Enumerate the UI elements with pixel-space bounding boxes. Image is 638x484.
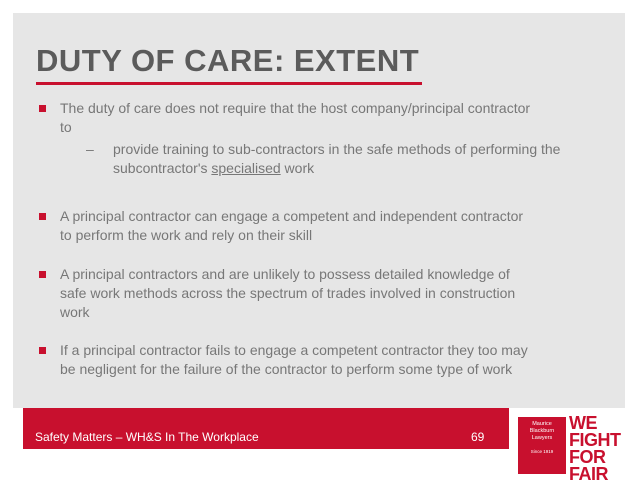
footer [13,408,625,484]
we-fight-for-fair-logo [569,415,625,483]
bullet-line: work [60,304,90,320]
bullet-line: safe work methods across the spectrum of trades involved in construction [60,285,516,301]
sub-bullet-line: provide training to sub-contractors in the safe methods of performing the [113,141,561,157]
bullet-item [36,265,596,322]
slogan-line: FOR [569,447,606,467]
footer-text: Safety Matters – WH&S In The Workplace [35,430,259,444]
page-number: 69 [471,430,485,444]
bullet-line: to perform the work and rely on their skill [60,227,313,243]
slogan-line: FAIR [569,464,609,484]
sub-bullet-item [86,140,606,178]
bullet-line: A principal contractor can engage a competent and independent contractor [60,208,524,224]
bullet-line: A principal contractors and are unlikely to possess detailed knowledge of [60,266,510,282]
bullet-marker [39,347,46,354]
logo-line: Lawyers [531,435,553,441]
title-underline [36,82,422,85]
logo-line: Maurice [532,421,552,427]
underlined-word: specialised [211,160,281,176]
bullet-marker [39,213,46,220]
bullet-line: be negligent for the failure of the contractor to perform some type of work [60,361,513,377]
logo-since: Since 1919 [530,449,554,454]
bullet-item [36,207,596,245]
slogan-line: FIGHT [569,430,621,450]
bullet-line: The duty of care does not require that the host company/principal contractor [60,100,531,116]
bullet-line: to [60,119,72,135]
sub-bullet-line: subcontractor's [113,160,212,176]
sub-bullet-dash: – [86,141,94,157]
logo-line: Blackburn [529,428,555,434]
bullet-line: If a principal contractor fails to engage a competent contractor they too may [60,342,528,358]
bullet-marker [39,105,46,112]
slogan-line: WE [569,413,597,433]
slide-title: DUTY OF CARE: EXTENT [36,43,420,78]
slide [13,13,625,484]
footer-bar [23,408,509,449]
sub-bullet-line-end: work [280,160,315,176]
bullet-marker [39,271,46,278]
bullet-item [36,341,596,379]
bullet-item [36,99,596,137]
maurice-blackburn-logo [518,417,566,474]
